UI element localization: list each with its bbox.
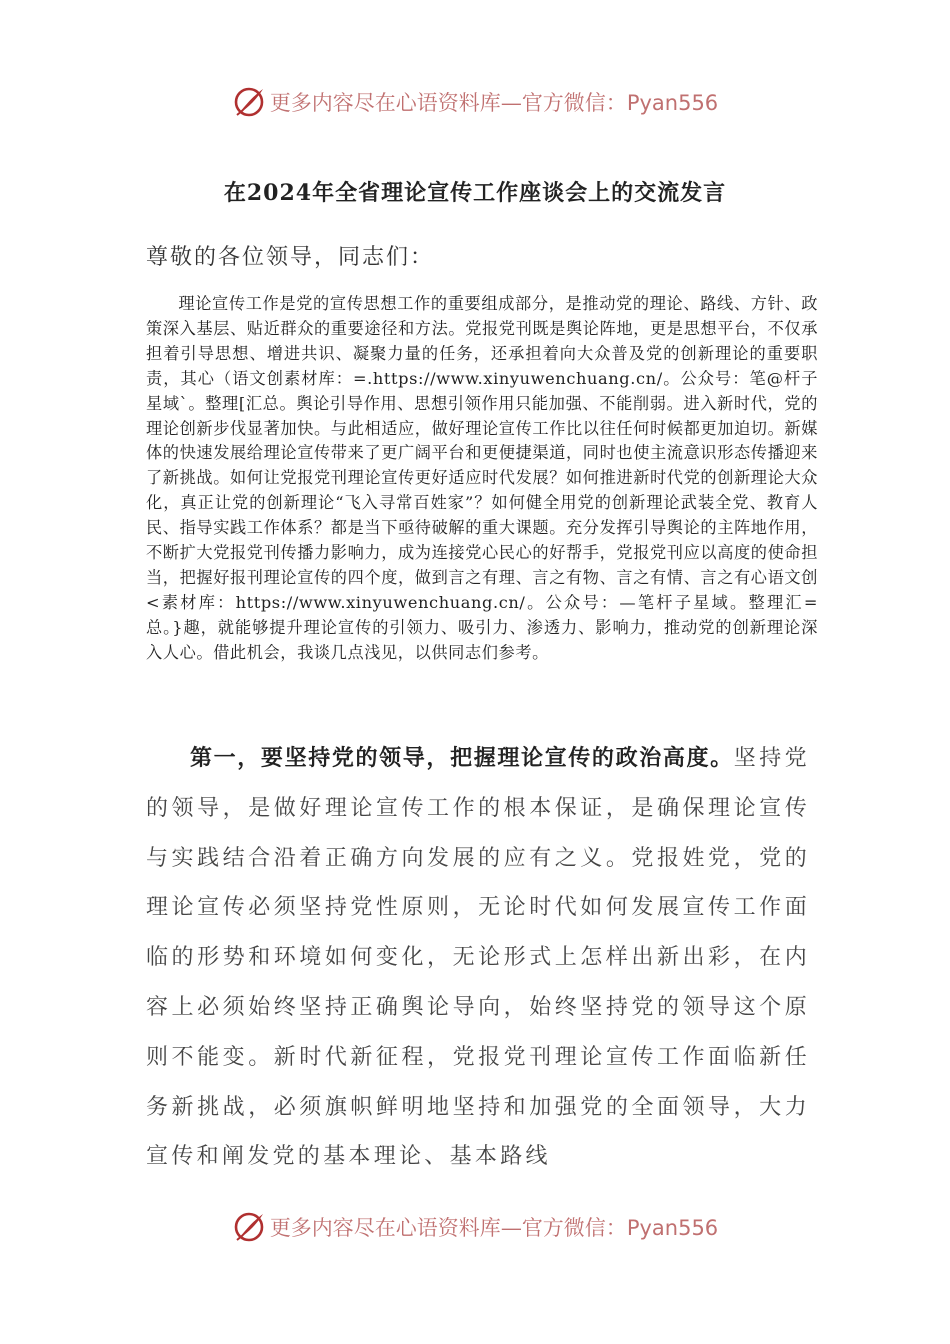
quill-logo-icon bbox=[232, 1210, 266, 1244]
banner-text bbox=[270, 87, 718, 117]
banner-wechat-id: Pyan556 bbox=[626, 91, 719, 115]
salutation: 尊敬的各位领导，同志们： bbox=[146, 245, 435, 270]
section-1-paragraph bbox=[146, 734, 810, 1182]
header-banner bbox=[0, 82, 950, 122]
banner-main-text: 更多内容尽在心语资料库 bbox=[269, 91, 501, 115]
quill-logo-icon bbox=[232, 85, 266, 119]
document-title: 在2024年全省理论宣传工作座谈会上的交流发言 bbox=[223, 180, 727, 206]
banner-text bbox=[270, 1212, 718, 1242]
section-1-body: 坚持党的领导，是做好理论宣传工作的根本保证，是确保理论宣传与实践结合沿着正确方向发展的应有之义。党报姓党，党的理论宣传必须坚持党性原则，无论时代如何发展宣传工作面临的形势和环境如何变化，无论形式上怎样出新出彩，在内容上必须始终坚持正确舆论导向，始终坚持党的领导这个原则不能变。新时代新征程，党报党刊理论宣传工作面临新任务新挑战，必须旗帜鲜明地坚持和加强党的全面领导，大力宣传和阐发党的基本理论、基本路线 bbox=[146, 746, 810, 1170]
footer-banner bbox=[0, 1207, 950, 1247]
banner-official-label: 官方微信： bbox=[521, 91, 627, 115]
banner-separator: — bbox=[500, 1216, 522, 1240]
banner-wechat-id: Pyan556 bbox=[626, 1216, 719, 1240]
section-1-heading: 第一，要坚持党的领导，把握理论宣传的政治高度。 bbox=[190, 745, 734, 771]
banner-main-text: 更多内容尽在心语资料库 bbox=[269, 1216, 501, 1240]
intro-paragraph: 理论宣传工作是党的宣传思想工作的重要组成部分，是推动党的理论、路线、方针、政策深入基层、贴近群众的重要途径和方法。党报党刊既是舆论阵地，更是思想平台，不仅承担着引导思想、增进共识、凝聚力量的任务，还承担着向大众普及党的创新理论的重要职责，其心（语文创素材库：=.https://www.xinyuwenchuang.cn/。公众号：笔@杆子星域`。整理[汇总。舆论引导作用、思想引领作用只能加强、不能削弱。进入新时代，党的理论创新步伐显著加快。与此相适应，做好理论宣传工作比以往任何时候都更加迫切。新媒体的快速发展给理论宣传带来了更广阔平台和更便捷渠道，同时也使主流意识形态传播迎来了新挑战。如何让党报党刊理论宣传更好适应时代发展？如何推进新时代党的创新理论大众化，真正让党的创新理论“飞入寻常百姓家”？如何健全用党的创新理论武装全党、教育人民、指导实践工作体系？都是当下亟待破解的重大课题。充分发挥引导舆论的主阵地作用，不断扩大党报党刊传播力影响力，成为连接党心民心的好帮手，党报党刊应以高度的使命担当，把握好报刊理论宣传的四个度，做到言之有理、言之有物、言之有情、言之有心语文创<素材库：https://www.xinyuwenchuang.cn/。公众号：—笔杆子星域。整理汇=总。}趣，就能够提升理论宣传的引领力、吸引力、渗透力、影响力，推动党的创新理论深入人心。借此机会，我谈几点浅见，以供同志们参考。 bbox=[146, 294, 818, 662]
banner-official-label: 官方微信： bbox=[521, 1216, 627, 1240]
banner-separator: — bbox=[500, 91, 522, 115]
